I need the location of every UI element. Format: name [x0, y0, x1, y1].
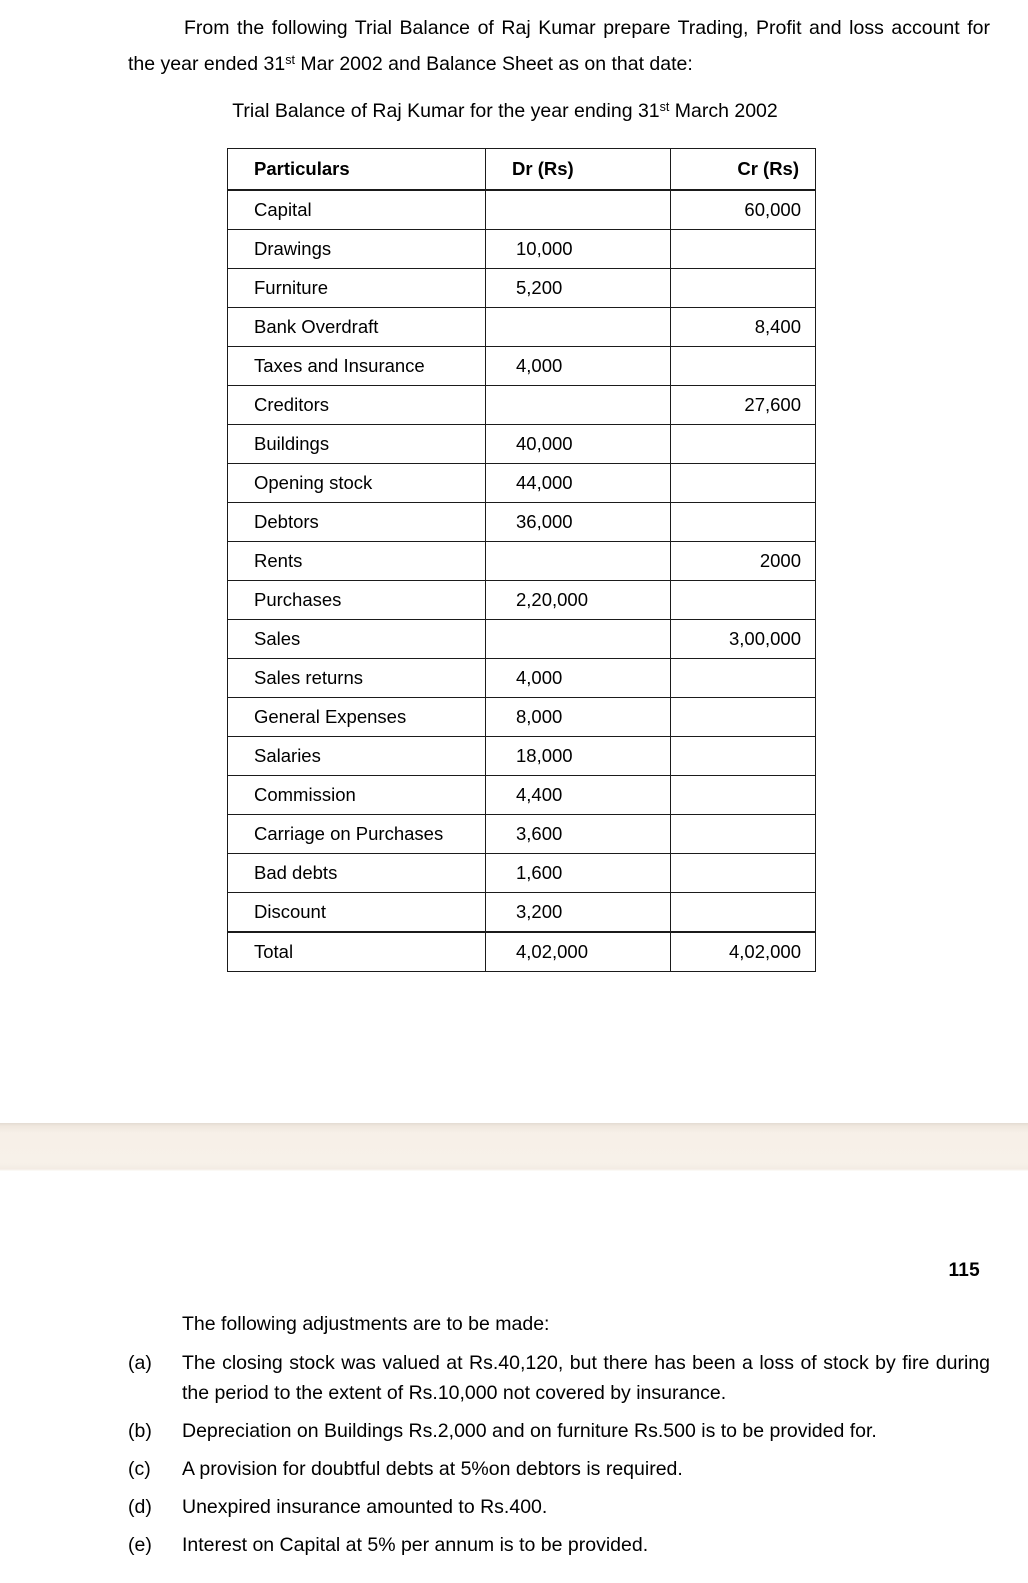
- cell-debit: 36,000: [486, 503, 671, 542]
- cell-credit: [671, 815, 816, 854]
- adjustment-item: [128, 1348, 990, 1408]
- cell-debit: [486, 190, 671, 230]
- cell-credit: [671, 776, 816, 815]
- cell-credit: [671, 230, 816, 269]
- cell-credit: 4,02,000: [671, 932, 816, 972]
- cell-particulars: General Expenses: [228, 698, 486, 737]
- adjustment-item: [128, 1454, 990, 1484]
- table-row: [228, 932, 816, 972]
- adjustment-label: (b): [128, 1420, 152, 1442]
- cell-particulars: Salaries: [228, 737, 486, 776]
- cell-credit: [671, 659, 816, 698]
- cell-debit: 4,000: [486, 659, 671, 698]
- cell-credit: [671, 269, 816, 308]
- intro-text-part1: From the following Trial Balance of Raj Kumar prepare Trading, Profit and loss account for the year ended 31: [128, 17, 990, 75]
- adjustment-text: Depreciation on Buildings Rs.2,000 and on furniture Rs.500 is to be provided for.: [182, 1420, 877, 1442]
- cell-debit: 4,02,000: [486, 932, 671, 972]
- cell-particulars: Sales returns: [228, 659, 486, 698]
- cell-particulars: Carriage on Purchases: [228, 815, 486, 854]
- cell-debit: [486, 620, 671, 659]
- cell-credit: [671, 581, 816, 620]
- cell-credit: 2000: [671, 542, 816, 581]
- cell-debit: 40,000: [486, 425, 671, 464]
- adjustment-label: (c): [128, 1458, 151, 1480]
- page-number: 115: [948, 1260, 980, 1281]
- adjustment-text: A provision for doubtful debts at 5%on debtors is required.: [182, 1458, 683, 1480]
- cell-debit: 4,400: [486, 776, 671, 815]
- cell-debit: 5,200: [486, 269, 671, 308]
- cell-particulars: Total: [228, 932, 486, 972]
- cell-credit: 8,400: [671, 308, 816, 347]
- table-row: [228, 230, 816, 269]
- cell-particulars: Purchases: [228, 581, 486, 620]
- cell-debit: 8,000: [486, 698, 671, 737]
- cell-particulars: Bank Overdraft: [228, 308, 486, 347]
- table-row: [228, 269, 816, 308]
- intro-text-part2: Mar 2002 and Balance Sheet as on that date:: [294, 53, 693, 75]
- cell-debit: 10,000: [486, 230, 671, 269]
- cell-particulars: Capital: [228, 190, 486, 230]
- table-header: [228, 149, 816, 191]
- cell-debit: 1,600: [486, 854, 671, 893]
- cell-particulars: Rents: [228, 542, 486, 581]
- table-row: [228, 503, 816, 542]
- trial-balance-table-wrapper: [227, 148, 815, 972]
- adjustments-heading: The following adjustments are to be made:: [182, 1313, 550, 1335]
- adjustment-text: Unexpired insurance amounted to Rs.400.: [182, 1496, 548, 1518]
- column-header-particulars: Particulars: [228, 149, 486, 191]
- table-row: [228, 854, 816, 893]
- cell-credit: [671, 854, 816, 893]
- cell-debit: [486, 542, 671, 581]
- cell-particulars: Taxes and Insurance: [228, 347, 486, 386]
- adjustments-list: [128, 1348, 990, 1568]
- cell-debit: [486, 308, 671, 347]
- cell-particulars: Sales: [228, 620, 486, 659]
- table-row: [228, 464, 816, 503]
- table-row: [228, 425, 816, 464]
- adjustment-text: The closing stock was valued at Rs.40,120, but there has been a loss of stock by fire during the period to the extent of Rs.10,000 not covered by insurance.: [182, 1352, 990, 1404]
- cell-particulars: Bad debts: [228, 854, 486, 893]
- cell-debit: 3,600: [486, 815, 671, 854]
- table-row: [228, 542, 816, 581]
- table-row: [228, 893, 816, 933]
- table-row: [228, 386, 816, 425]
- table-row: [228, 698, 816, 737]
- cell-debit: [486, 386, 671, 425]
- table-row: [228, 737, 816, 776]
- cell-credit: [671, 425, 816, 464]
- table-row: [228, 659, 816, 698]
- cell-credit: [671, 464, 816, 503]
- ordinal-suffix: st: [285, 53, 295, 68]
- table-row: [228, 776, 816, 815]
- cell-credit: 60,000: [671, 190, 816, 230]
- table-row: [228, 308, 816, 347]
- scan-artifact-band: [0, 1123, 1028, 1171]
- adjustment-label: (a): [128, 1352, 152, 1374]
- column-header-cr: Cr (Rs): [671, 149, 816, 191]
- adjustment-item: [128, 1530, 990, 1560]
- adjustment-item: [128, 1416, 990, 1446]
- table-caption: [0, 100, 1028, 123]
- cell-debit: 2,20,000: [486, 581, 671, 620]
- cell-debit: 18,000: [486, 737, 671, 776]
- cell-particulars: Commission: [228, 776, 486, 815]
- ordinal-suffix: st: [659, 100, 670, 115]
- trial-balance-table: [227, 148, 816, 972]
- table-row: [228, 581, 816, 620]
- adjustment-label: (d): [128, 1496, 152, 1518]
- intro-paragraph: [128, 10, 990, 82]
- cell-credit: [671, 698, 816, 737]
- adjustment-label: (e): [128, 1534, 152, 1556]
- cell-credit: 27,600: [671, 386, 816, 425]
- cell-debit: 44,000: [486, 464, 671, 503]
- cell-particulars: Furniture: [228, 269, 486, 308]
- table-row: [228, 190, 816, 230]
- cell-credit: 3,00,000: [671, 620, 816, 659]
- cell-credit: [671, 893, 816, 933]
- column-header-dr: Dr (Rs): [486, 149, 671, 191]
- table-row: [228, 815, 816, 854]
- cell-particulars: Drawings: [228, 230, 486, 269]
- table-row: [228, 347, 816, 386]
- cell-credit: [671, 737, 816, 776]
- cell-debit: 3,200: [486, 893, 671, 933]
- cell-debit: 4,000: [486, 347, 671, 386]
- cell-particulars: Creditors: [228, 386, 486, 425]
- cell-particulars: Buildings: [228, 425, 486, 464]
- table-header-row: [228, 149, 816, 191]
- cell-credit: [671, 347, 816, 386]
- table-caption-part2: March 2002: [669, 100, 778, 122]
- table-caption-part1: Trial Balance of Raj Kumar for the year ending 31: [232, 100, 660, 122]
- cell-particulars: Debtors: [228, 503, 486, 542]
- cell-particulars: Discount: [228, 893, 486, 933]
- adjustment-item: [128, 1492, 990, 1522]
- cell-credit: [671, 503, 816, 542]
- cell-particulars: Opening stock: [228, 464, 486, 503]
- adjustment-text: Interest on Capital at 5% per annum is to be provided.: [182, 1534, 649, 1556]
- table-row: [228, 620, 816, 659]
- table-body: [228, 190, 816, 972]
